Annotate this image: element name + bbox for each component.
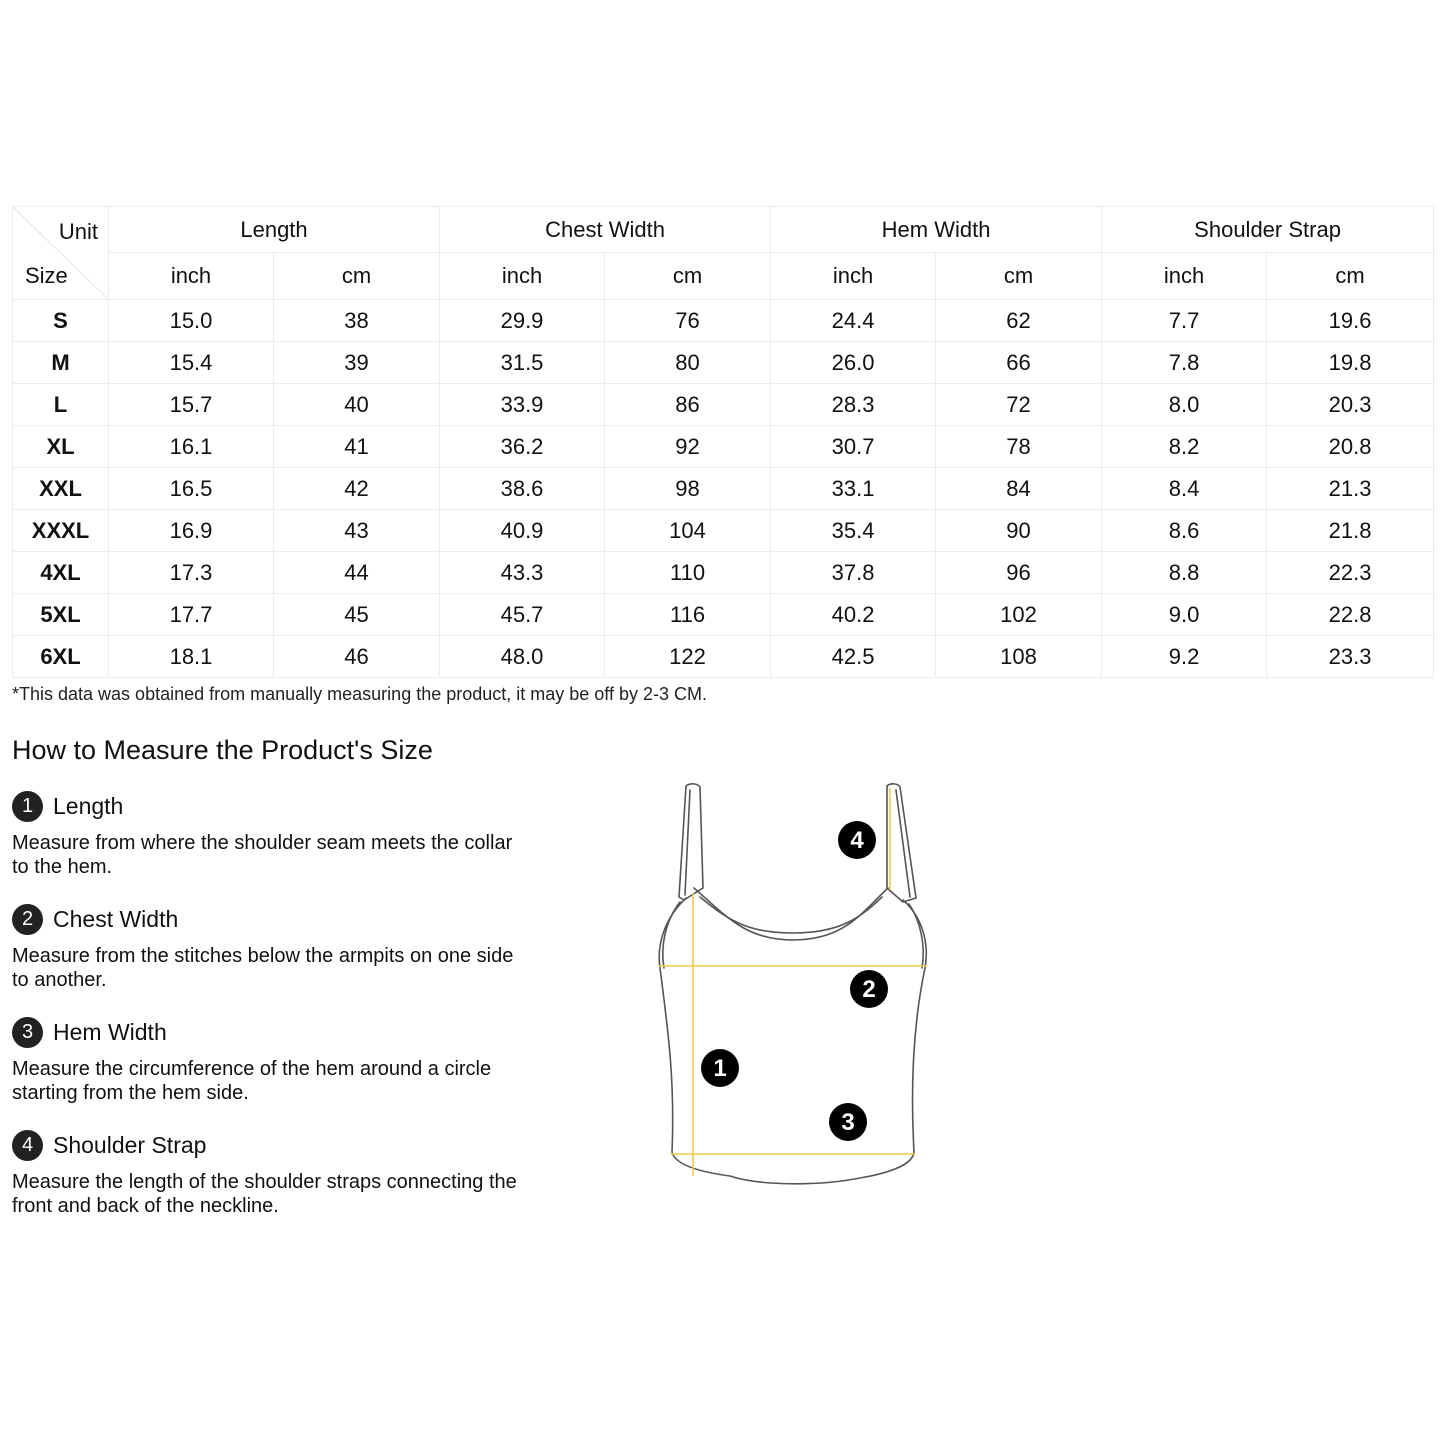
step-title: Hem Width <box>53 1018 167 1045</box>
value-cell: 37.8 <box>771 552 936 594</box>
step-number-badge: 2 <box>12 904 43 935</box>
svg-text:1: 1 <box>713 1055 727 1082</box>
value-cell: 7.7 <box>1102 300 1267 342</box>
value-cell: 86 <box>605 384 771 426</box>
value-cell: 30.7 <box>771 426 936 468</box>
corner-unit-label: Unit <box>58 219 98 244</box>
value-cell: 40.9 <box>440 510 605 552</box>
value-cell: 46 <box>274 636 440 678</box>
value-cell: 22.8 <box>1267 594 1434 636</box>
value-cell: 8.8 <box>1102 552 1267 594</box>
value-cell: 16.5 <box>109 468 274 510</box>
table-row <box>13 342 1434 384</box>
corner-size-label: Size <box>25 263 68 288</box>
value-cell: 44 <box>274 552 440 594</box>
table-row <box>13 510 1434 552</box>
value-cell: 15.4 <box>109 342 274 384</box>
value-cell: 15.0 <box>109 300 274 342</box>
size-cell: M <box>13 342 109 384</box>
body-outline <box>659 898 926 1184</box>
table-row <box>13 594 1434 636</box>
value-cell: 98 <box>605 468 771 510</box>
tank-top-measurement-diagram <box>640 770 950 1200</box>
marker-2-icon <box>850 970 888 1008</box>
measurement-note: *This data was obtained from manually measuring the product, it may be off by 2-3 CM. <box>12 684 708 704</box>
value-cell: 66 <box>936 342 1102 384</box>
value-cell: 76 <box>605 300 771 342</box>
value-cell: 29.9 <box>440 300 605 342</box>
step-description: Measure the circumference of the hem around a circle starting from the hem side. <box>12 1058 492 1104</box>
value-cell: 17.7 <box>109 594 274 636</box>
how-to-title: How to Measure the Product's Size <box>12 735 433 765</box>
size-chart-table <box>12 206 1434 678</box>
value-cell: 102 <box>936 594 1102 636</box>
value-cell: 80 <box>605 342 771 384</box>
value-cell: 35.4 <box>771 510 936 552</box>
value-cell: 110 <box>605 552 771 594</box>
size-cell: S <box>13 300 109 342</box>
value-cell: 84 <box>936 468 1102 510</box>
step-description: Measure the length of the shoulder straps connecting the front and back of the neckline. <box>12 1171 517 1217</box>
value-cell: 38.6 <box>440 468 605 510</box>
value-cell: 48.0 <box>440 636 605 678</box>
step-shoulder-strap <box>12 1129 532 1218</box>
svg-text:4: 4 <box>850 827 864 854</box>
table-row <box>13 426 1434 468</box>
group-header-length: Length <box>109 207 440 253</box>
value-cell: 39 <box>274 342 440 384</box>
value-cell: 36.2 <box>440 426 605 468</box>
value-cell: 8.0 <box>1102 384 1267 426</box>
value-cell: 38 <box>274 300 440 342</box>
svg-text:2: 2 <box>862 976 876 1003</box>
value-cell: 43.3 <box>440 552 605 594</box>
value-cell: 8.4 <box>1102 468 1267 510</box>
value-cell: 116 <box>605 594 771 636</box>
table-row <box>13 468 1434 510</box>
step-number-badge: 4 <box>12 1130 43 1161</box>
size-cell: XL <box>13 426 109 468</box>
value-cell: 45.7 <box>440 594 605 636</box>
table-row <box>13 636 1434 678</box>
size-table-body <box>13 300 1434 678</box>
size-cell: 6XL <box>13 636 109 678</box>
group-header-hem-width: Hem Width <box>771 207 1102 253</box>
value-cell: 96 <box>936 552 1102 594</box>
value-cell: 19.8 <box>1267 342 1434 384</box>
value-cell: 9.0 <box>1102 594 1267 636</box>
value-cell: 15.7 <box>109 384 274 426</box>
value-cell: 21.8 <box>1267 510 1434 552</box>
value-cell: 7.8 <box>1102 342 1267 384</box>
size-cell: 5XL <box>13 594 109 636</box>
marker-4-icon <box>838 821 876 859</box>
table-row <box>13 552 1434 594</box>
value-cell: 31.5 <box>440 342 605 384</box>
step-title: Shoulder Strap <box>53 1131 207 1158</box>
value-cell: 72 <box>936 384 1102 426</box>
value-cell: 16.9 <box>109 510 274 552</box>
unit-header: inch <box>771 253 936 300</box>
step-hem-width <box>12 1016 532 1105</box>
value-cell: 108 <box>936 636 1102 678</box>
value-cell: 92 <box>605 426 771 468</box>
value-cell: 104 <box>605 510 771 552</box>
value-cell: 33.1 <box>771 468 936 510</box>
size-cell: XXL <box>13 468 109 510</box>
value-cell: 40.2 <box>771 594 936 636</box>
unit-header: inch <box>109 253 274 300</box>
value-cell: 22.3 <box>1267 552 1434 594</box>
value-cell: 90 <box>936 510 1102 552</box>
step-description: Measure from the stitches below the armpits on one side to another. <box>12 945 514 991</box>
size-cell: L <box>13 384 109 426</box>
right-strap-icon <box>887 784 916 902</box>
value-cell: 28.3 <box>771 384 936 426</box>
value-cell: 33.9 <box>440 384 605 426</box>
corner-header-cell <box>13 207 109 300</box>
value-cell: 41 <box>274 426 440 468</box>
value-cell: 20.8 <box>1267 426 1434 468</box>
value-cell: 45 <box>274 594 440 636</box>
value-cell: 43 <box>274 510 440 552</box>
value-cell: 23.3 <box>1267 636 1434 678</box>
marker-3-icon <box>829 1103 867 1141</box>
step-number-badge: 3 <box>12 1017 43 1048</box>
value-cell: 21.3 <box>1267 468 1434 510</box>
table-row <box>13 300 1434 342</box>
value-cell: 40 <box>274 384 440 426</box>
unit-header: inch <box>1102 253 1267 300</box>
group-header-shoulder-strap: Shoulder Strap <box>1102 207 1434 253</box>
size-cell: XXXL <box>13 510 109 552</box>
step-title: Length <box>53 792 124 819</box>
step-description: Measure from where the shoulder seam meets the collar to the hem. <box>12 832 513 878</box>
value-cell: 122 <box>605 636 771 678</box>
value-cell: 17.3 <box>109 552 274 594</box>
unit-header: cm <box>274 253 440 300</box>
value-cell: 9.2 <box>1102 636 1267 678</box>
unit-header: inch <box>440 253 605 300</box>
value-cell: 26.0 <box>771 342 936 384</box>
unit-header: cm <box>1267 253 1434 300</box>
value-cell: 62 <box>936 300 1102 342</box>
step-title: Chest Width <box>53 905 179 932</box>
value-cell: 42.5 <box>771 636 936 678</box>
table-row <box>13 384 1434 426</box>
unit-header: cm <box>936 253 1102 300</box>
svg-text:3: 3 <box>841 1109 855 1136</box>
unit-header: cm <box>605 253 771 300</box>
value-cell: 8.2 <box>1102 426 1267 468</box>
marker-1-icon <box>701 1049 739 1087</box>
value-cell: 20.3 <box>1267 384 1434 426</box>
value-cell: 16.1 <box>109 426 274 468</box>
step-chest-width <box>12 903 532 992</box>
step-length <box>12 790 532 879</box>
value-cell: 78 <box>936 426 1102 468</box>
value-cell: 18.1 <box>109 636 274 678</box>
value-cell: 24.4 <box>771 300 936 342</box>
value-cell: 8.6 <box>1102 510 1267 552</box>
size-cell: 4XL <box>13 552 109 594</box>
value-cell: 19.6 <box>1267 300 1434 342</box>
value-cell: 42 <box>274 468 440 510</box>
step-number-badge: 1 <box>12 791 43 822</box>
left-strap-icon <box>679 784 703 900</box>
group-header-chest-width: Chest Width <box>440 207 771 253</box>
